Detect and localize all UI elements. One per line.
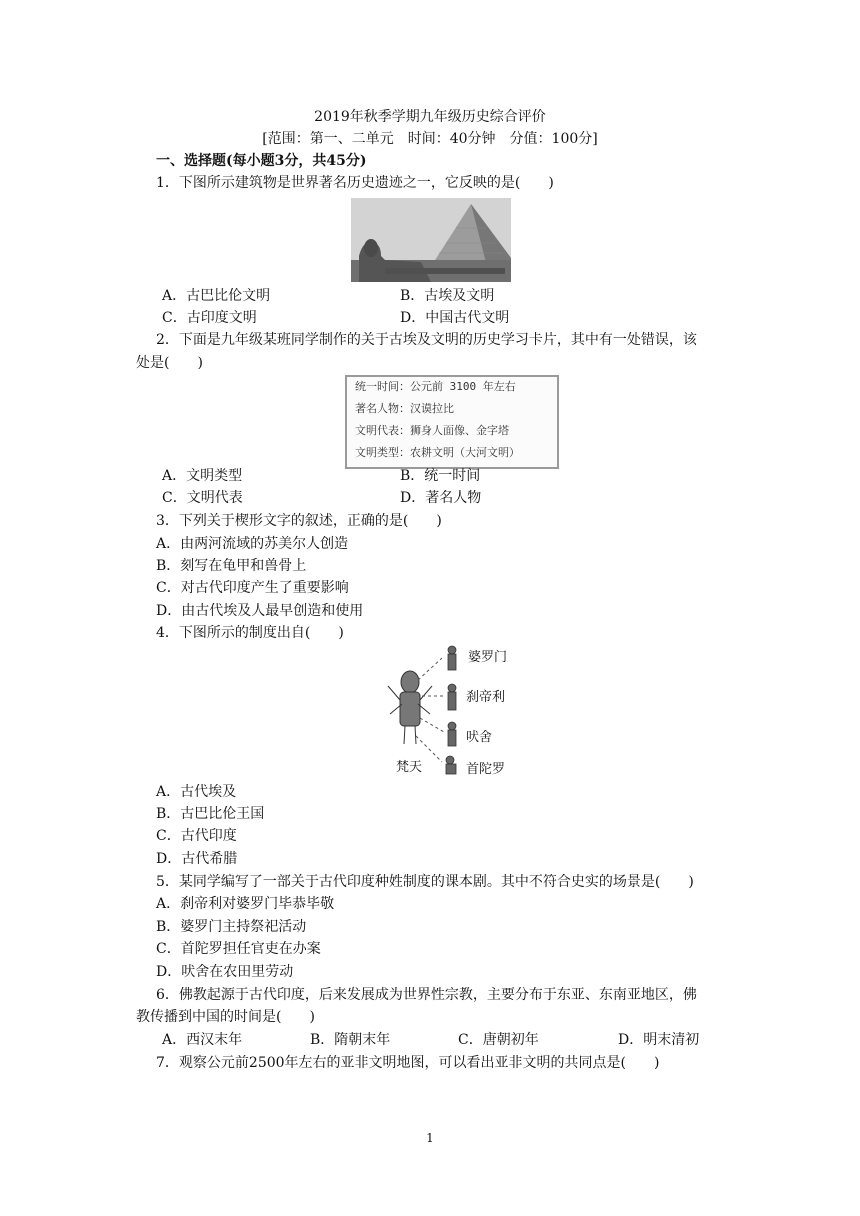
question-7-stem: 7．观察公元前2500年左右的亚非文明地图，可以看出亚非文明的共同点是( ) [156, 1055, 660, 1071]
q2-option-a[interactable]: A．文明类型 [162, 468, 243, 484]
q2-option-c[interactable]: C．文明代表 [162, 490, 243, 506]
question-3-stem: 3．下列关于楔形文字的叙述，正确的是( ) [156, 513, 442, 529]
q3-option-a[interactable]: A．由两河流域的苏美尔人创造 [156, 536, 349, 552]
q2-options-row1 [162, 466, 480, 486]
q2-options-row2 [162, 488, 481, 508]
q5-option-d[interactable]: D．吠舍在农田里劳动 [156, 964, 294, 980]
q1-options-row2 [162, 308, 509, 328]
caste-label-vaishya: 吠舍 [466, 730, 493, 745]
caste-label-shudra: 首陀罗 [466, 762, 506, 777]
exam-subtitle: [范围：第一、二单元 时间：40分钟 分值：100分] [262, 131, 598, 147]
question-5-stem: 5．某同学编写了一部关于古代印度种姓制度的课本剧。其中不符合史实的场景是( ) [156, 874, 694, 890]
pyramid-sphinx-image [351, 198, 511, 282]
q5-option-b[interactable]: B．婆罗门主持祭祀活动 [156, 919, 307, 935]
question-6-stem-line2: 教传播到中国的时间是( ) [136, 1009, 315, 1025]
q1-option-d[interactable]: D．中国古代文明 [400, 310, 510, 326]
question-6-stem-line1: 6．佛教起源于古代印度，后来发展成为世界性宗教，主要分布于东亚、东南亚地区，佛 [156, 987, 697, 1003]
card-line-3: 文明代表：狮身人面像、金字塔 [355, 424, 509, 437]
q6-option-a[interactable]: A．西汉末年 [162, 1032, 243, 1048]
q6-option-c[interactable]: C．唐朝初年 [458, 1032, 539, 1048]
q1-option-c[interactable]: C．古印度文明 [162, 310, 257, 326]
page-number: 1 [426, 1131, 434, 1145]
q4-option-a[interactable]: A．古代埃及 [156, 784, 237, 800]
exam-title: 2019年秋季学期九年级历史综合评价 [314, 109, 546, 125]
caste-label-kshatriya: 刹帝利 [466, 690, 506, 705]
question-1-stem: 1．下图所示建筑物是世界著名历史遗迹之一，它反映的是( ) [156, 175, 554, 191]
q1-option-b[interactable]: B．古埃及文明 [400, 288, 495, 304]
q3-option-b[interactable]: B．刻写在龟甲和兽骨上 [156, 558, 307, 574]
section-heading: 一、选择题(每小题3分，共45分) [156, 153, 367, 169]
question-4-stem: 4．下图所示的制度出自( ) [156, 625, 344, 641]
caste-system-figure [380, 640, 530, 780]
q2-option-b[interactable]: B．统一时间 [400, 468, 481, 484]
pyramid-sphinx-photo [351, 198, 511, 282]
q6-option-b[interactable]: B．隋朝末年 [310, 1032, 391, 1048]
brahma-label: 梵天 [396, 760, 423, 775]
caste-label-brahmin: 婆罗门 [468, 650, 508, 665]
q3-option-d[interactable]: D．由古代埃及人最早创造和使用 [156, 603, 364, 619]
card-line-1: 统一时间：公元前 3100 年左右 [355, 380, 516, 393]
question-2-stem-line2: 处是( ) [136, 355, 203, 371]
q4-option-b[interactable]: B．古巴比伦王国 [156, 806, 265, 822]
card-line-2: 著名人物：汉谟拉比 [355, 402, 454, 415]
q4-option-d[interactable]: D．古代希腊 [156, 851, 238, 867]
study-card [345, 375, 559, 469]
q3-option-c[interactable]: C．对古代印度产生了重要影响 [156, 580, 349, 596]
q5-option-a[interactable]: A．刹帝利对婆罗门毕恭毕敬 [156, 896, 335, 912]
q5-option-c[interactable]: C．首陀罗担任官吏在办案 [156, 941, 321, 957]
q6-options-row [162, 1030, 699, 1050]
q1-option-a[interactable]: A．古巴比伦文明 [162, 288, 271, 304]
q2-option-d[interactable]: D．著名人物 [400, 490, 482, 506]
q6-option-d[interactable]: D．明末清初 [618, 1032, 700, 1048]
card-line-4: 文明类型：农耕文明（大河文明） [355, 446, 520, 459]
q4-option-c[interactable]: C．古代印度 [156, 828, 237, 844]
question-2-stem-line1: 2．下面是九年级某班同学制作的关于古埃及文明的历史学习卡片，其中有一处错误，该 [156, 332, 697, 348]
q1-options-row1 [162, 286, 494, 306]
